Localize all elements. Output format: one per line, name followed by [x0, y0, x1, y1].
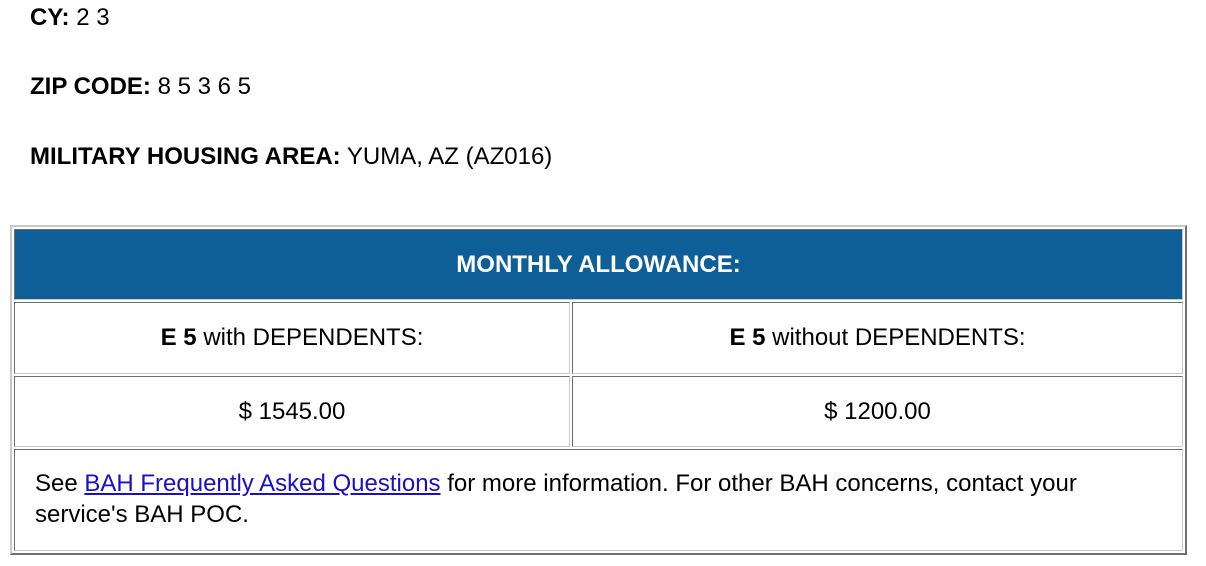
bah-faq-link[interactable]: BAH Frequently Asked Questions: [84, 470, 441, 497]
military-housing-area-label: MILITARY HOUSING AREA:: [30, 143, 341, 170]
note-suffix: for more information. For other BAH concerns, contact your service's BAH POC.: [35, 470, 1077, 528]
zip-code-line: [30, 73, 251, 101]
without-dependents-amount: $ 1200.00: [572, 376, 1183, 447]
with-dependents-header-cell: [14, 302, 570, 374]
with-dependents-label: with DEPENDENTS:: [203, 324, 424, 351]
monthly-allowance-header: MONTHLY ALLOWANCE:: [14, 229, 1183, 300]
without-dependents-header-cell: [572, 302, 1183, 374]
cy-line: [30, 4, 110, 32]
military-housing-area-value: YUMA, AZ (AZ016): [346, 143, 553, 170]
without-dependents-label: without DEPENDENTS:: [772, 324, 1026, 351]
zip-code-label: ZIP CODE:: [30, 73, 151, 100]
military-housing-area-line: [30, 143, 552, 171]
without-dependents-rank: E 5: [729, 324, 766, 351]
zip-code-value: 8 5 3 6 5: [157, 73, 251, 100]
info-note-cell: [14, 449, 1183, 551]
note-prefix: See: [35, 470, 78, 497]
cy-value: 2 3: [76, 4, 110, 31]
cy-label: CY:: [30, 4, 70, 31]
with-dependents-rank: E 5: [160, 324, 197, 351]
with-dependents-amount: $ 1545.00: [14, 376, 570, 447]
monthly-allowance-table: [10, 225, 1187, 555]
